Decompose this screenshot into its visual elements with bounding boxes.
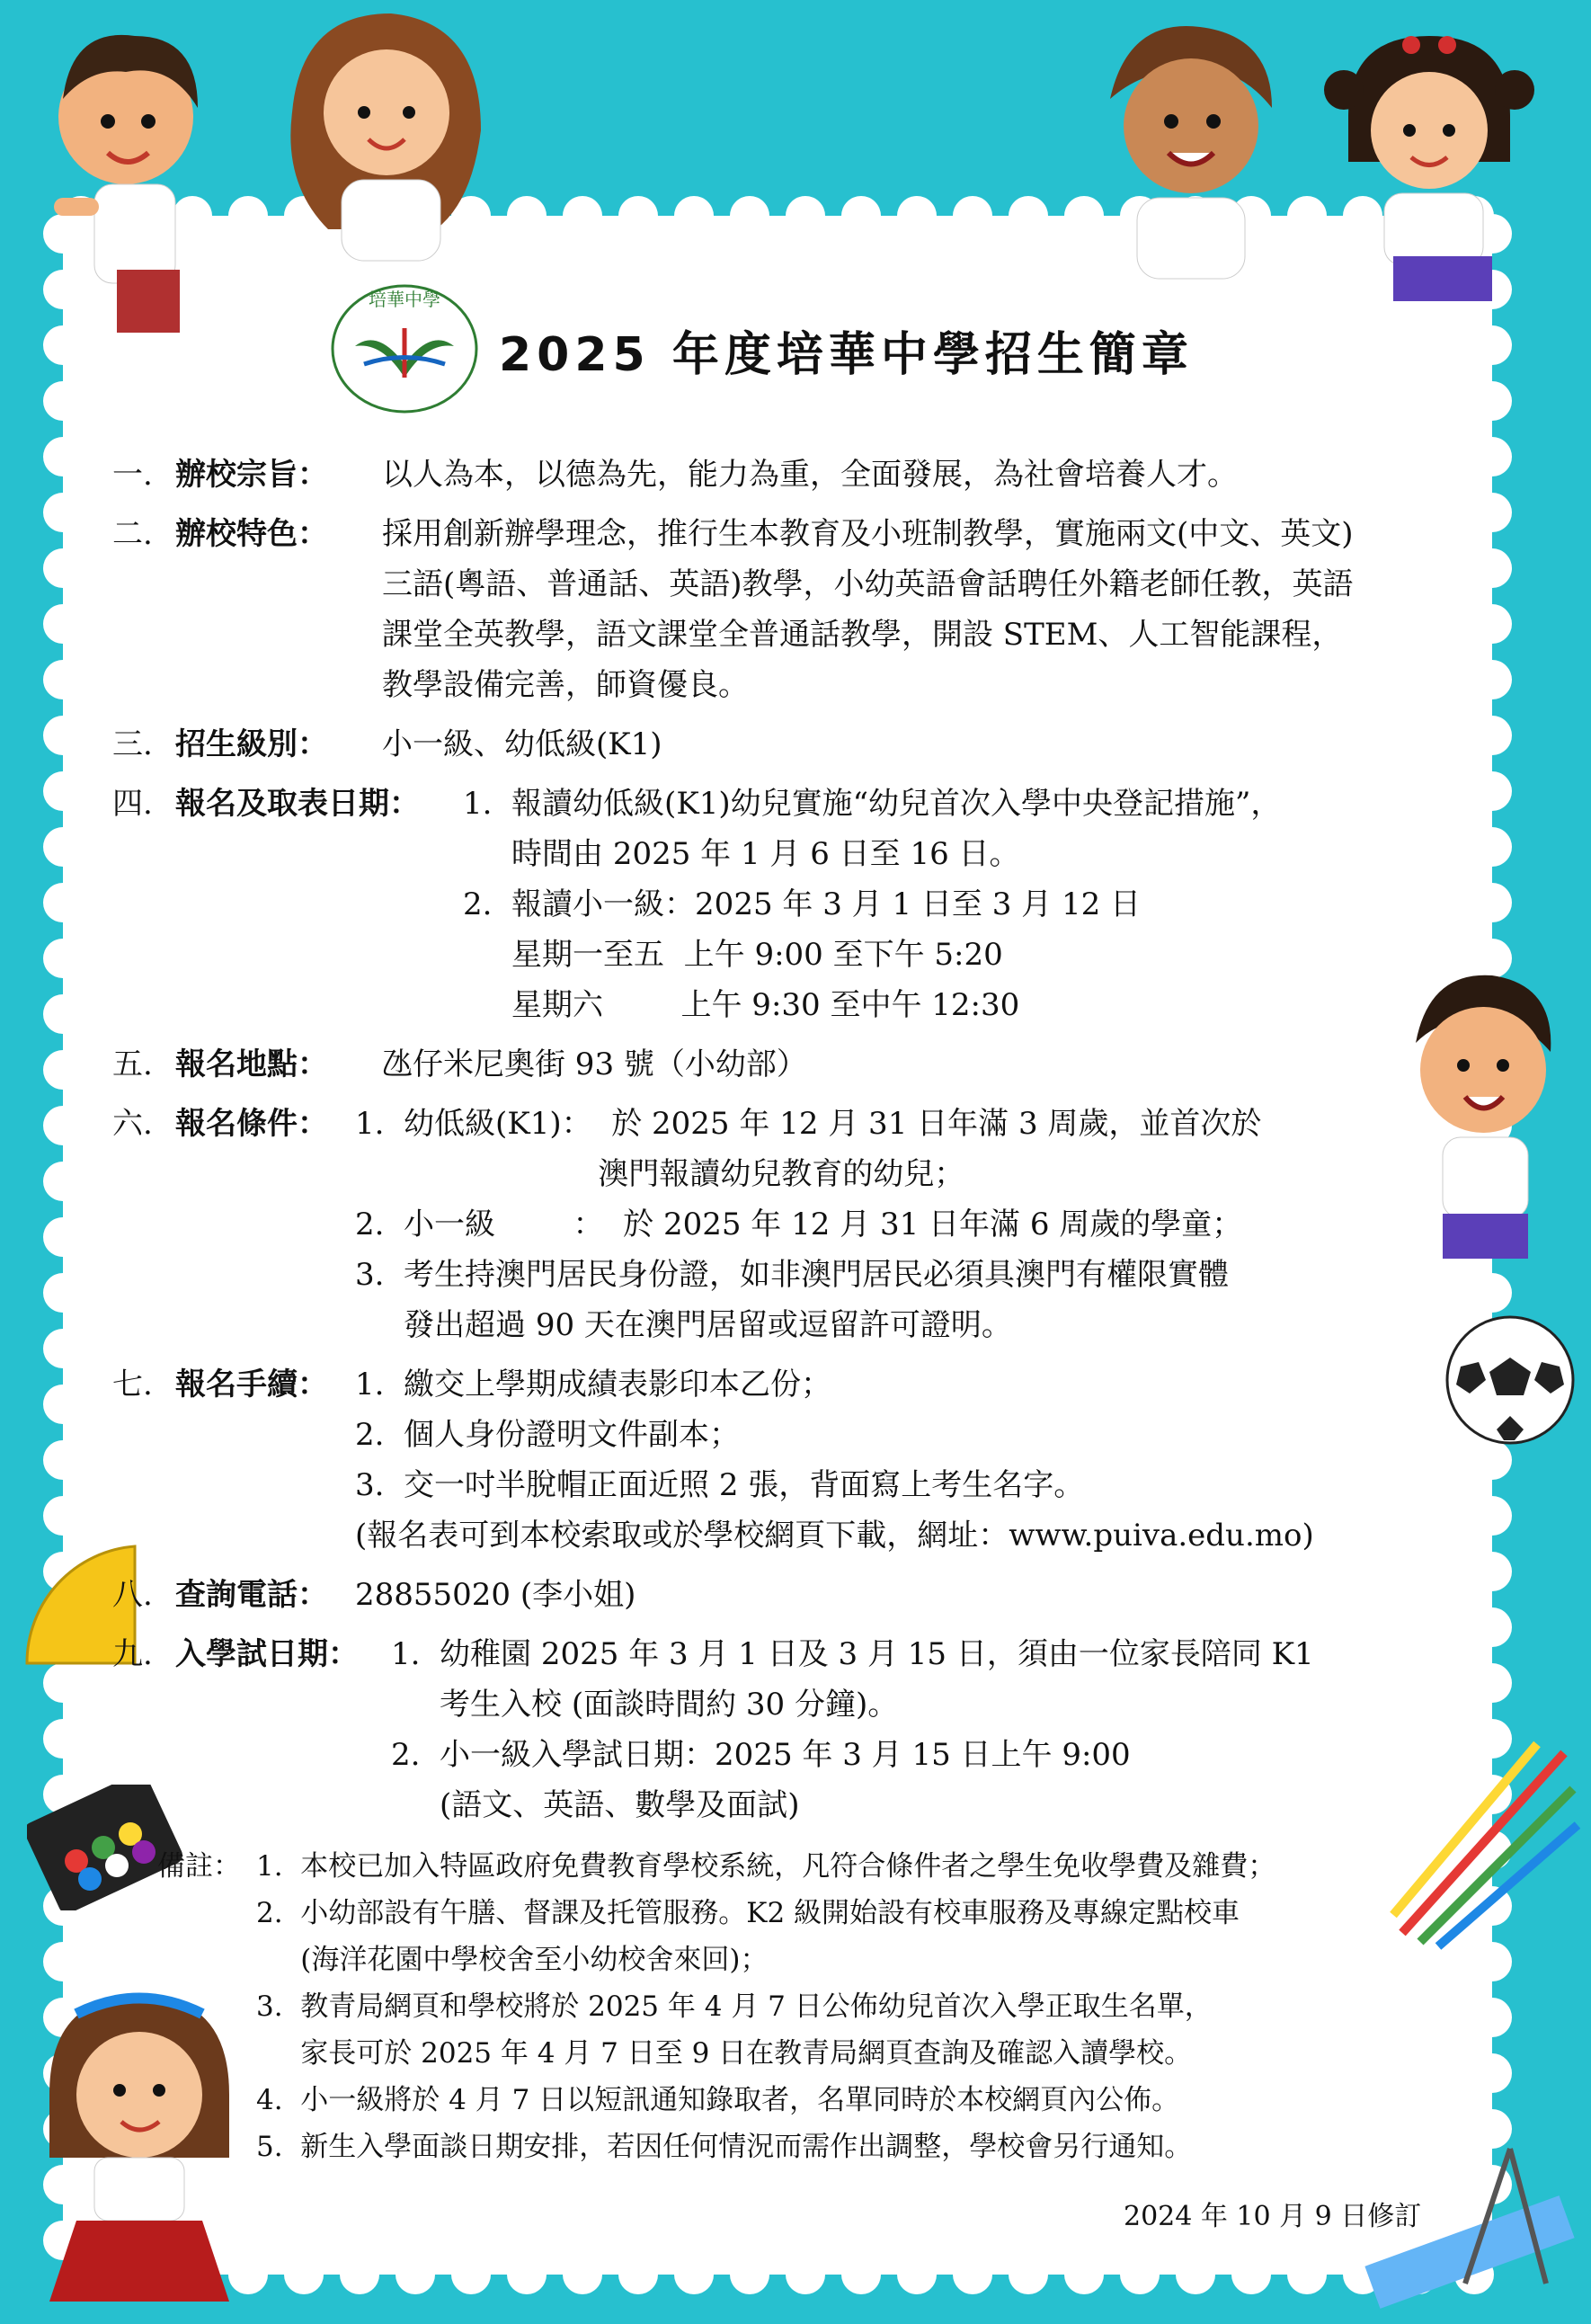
section-3 (112, 719, 1479, 770)
scallop-bump (43, 1162, 83, 1201)
section-line: 3. 考生持澳門居民身份證，如非澳門居民必須具澳門有權限實體 (355, 1257, 1230, 1293)
section-separator: ： (298, 1367, 328, 1402)
scallop-bump (1287, 2255, 1327, 2294)
boy-cartoon-top-right-decoration (1074, 18, 1299, 288)
scallop-bump (841, 196, 881, 236)
scallop-bump (43, 883, 83, 922)
girl-cartoon-top-right-decoration (1294, 18, 1564, 306)
section-body (382, 1039, 1479, 1090)
note-line: 2. 小幼部設有午膳、督課及托管服務。K2 級開始設有校車服務及專線定點校車 (256, 1897, 1240, 1929)
section-line: 發出超過 90 天在澳門居留或逗留許可證明。 (355, 1307, 1012, 1343)
section-line: 星期六 上午 9:30 至中午 12:30 (463, 987, 1020, 1023)
section-heading (175, 450, 328, 500)
section-heading-text: 報名及取表日期 (175, 786, 389, 822)
section-line: 小一級、幼低級(K1) (382, 726, 662, 762)
section-number: 八. (112, 1577, 153, 1613)
scallop-bump (43, 1050, 83, 1090)
scallop-bump (507, 196, 547, 236)
scallop-bump (43, 771, 83, 811)
scallop-bump (897, 196, 937, 236)
section-body (382, 719, 1479, 770)
scallop-bump (618, 196, 658, 236)
scallop-bump (451, 2255, 491, 2294)
scallop-bump (43, 939, 83, 978)
scallop-bump (563, 2255, 602, 2294)
section-body (382, 450, 1479, 500)
section-9 (112, 1629, 1479, 1830)
section-separator: ： (298, 1106, 328, 1142)
section-heading-text: 入學試日期 (175, 1636, 328, 1672)
section-body (382, 509, 1479, 710)
section-line: 氹仔米尼奧街 93 號（小幼部） (382, 1046, 807, 1082)
scallop-bump (43, 1273, 83, 1313)
section-line: 3. 交一吋半脫帽正面近照 2 張，背面寫上考生名字。 (355, 1467, 1085, 1503)
section-line: 2. 小一級入學試日期：2025 年 3 月 15 日上午 9:00 (391, 1737, 1131, 1773)
section-heading-text: 辦校特色 (175, 516, 298, 552)
section-line: 以人為本，以德為先，能力為重，全面發展，為社會培養人才。 (382, 457, 1238, 493)
section-number: 三. (112, 726, 153, 762)
section-line: 課堂全英教學，語文課堂全普通話教學，開設 STEM、人工智能課程， (382, 617, 1343, 653)
notes-body (256, 1843, 1479, 2170)
section-line: 時間由 2025 年 1 月 6 日至 16 日。 (463, 836, 1020, 872)
brochure-content (112, 450, 1479, 2179)
section-separator: ： (298, 1577, 328, 1613)
section-heading (175, 719, 328, 770)
section-number: 六. (112, 1106, 153, 1142)
section-body (355, 1570, 1479, 1620)
section-line: 2. 報讀小一級：2025 年 3 月 1 日至 3 月 12 日 (463, 886, 1142, 922)
scallop-bump (284, 2255, 324, 2294)
section-5 (112, 1039, 1479, 1090)
notes-heading: 備註： (157, 1850, 241, 1883)
note-line: 1. 本校已加入特區政府免費教育學校系統，凡符合條件者之學生免收學費及雜費； (256, 1850, 1276, 1883)
scallop-bump (43, 381, 83, 421)
scallop-bump (43, 1719, 83, 1759)
note-line: 家長可於 2025 年 4 月 7 日至 9 日在教青局網頁查詢及確認入讀學校。 (256, 2037, 1193, 2070)
section-body (391, 1629, 1479, 1830)
section-line: 1. 幼低級(K1)： 於 2025 年 12 月 31 日年滿 3 周歲，並首次於 (355, 1106, 1262, 1142)
section-line: 1. 繳交上學期成績表影印本乙份； (355, 1367, 832, 1402)
scallop-bump (786, 196, 825, 236)
scallop-bump (1009, 196, 1048, 236)
section-1 (112, 450, 1479, 500)
section-separator: ： (389, 786, 420, 822)
section-heading-text: 查詢電話 (175, 1577, 298, 1613)
school-logo (328, 279, 481, 414)
section-line: 教學設備完善，師資優良。 (382, 667, 749, 703)
scallop-bump (43, 827, 83, 867)
revision-date: 2024 年 10 月 9 日修訂 (1124, 2201, 1422, 2232)
section-heading (175, 1039, 328, 1090)
scallop-bump (43, 604, 83, 644)
section-line: 星期一至五 上午 9:00 至下午 5:20 (463, 937, 1003, 973)
section-line: 1. 報讀幼低級(K1)幼兒實施“幼兒首次入學中央登記措施”， (463, 786, 1282, 822)
scallop-bump (43, 994, 83, 1034)
section-number: 五. (112, 1046, 153, 1082)
section-separator: ： (298, 726, 328, 762)
scallop-bump (43, 548, 83, 588)
scallop-bump (674, 196, 714, 236)
scallop-bump (674, 2255, 714, 2294)
note-line: 5. 新生入學面談日期安排，若因任何情況而需作出調整，學校會另行通知。 (256, 2131, 1193, 2163)
scallop-bump (43, 1942, 83, 1981)
page-title: 2025 年度培華中學招生簡章 (499, 328, 1194, 382)
scallop-bump (1176, 2255, 1215, 2294)
section-number: 二. (112, 516, 153, 552)
section-heading (175, 779, 420, 829)
section-line: (報名表可到本校索取或於學校網頁下載，網址：www.puiva.edu.mo) (355, 1518, 1314, 1554)
scallop-bump (43, 1385, 83, 1424)
scallop-bump (897, 2255, 937, 2294)
section-2 (112, 509, 1479, 710)
section-line: 採用創新辦學理念，推行生本教育及小班制教學，實施兩文(中文、英文) (382, 516, 1354, 552)
section-line: 2. 小一級 ： 於 2025 年 12 月 31 日年滿 6 周歲的學童； (355, 1207, 1243, 1242)
section-number: 四. (112, 786, 153, 822)
scallop-bump (841, 2255, 881, 2294)
scallop-bump (396, 2255, 435, 2294)
section-heading (175, 1099, 328, 1149)
scallop-bump (43, 1440, 83, 1480)
section-separator: ： (298, 1046, 328, 1082)
scallop-bump (43, 660, 83, 699)
boy-cartoon-left-decoration (18, 9, 243, 387)
scallop-bump (1064, 2255, 1104, 2294)
scallop-bump (43, 716, 83, 755)
scallop-bump (563, 196, 602, 236)
note-line: (海洋花園中學校舍至小幼校舍來回)； (256, 1944, 769, 1976)
note-line: 3. 教青局網頁和學校將於 2025 年 4 月 7 日公佈幼兒首次入學正取生名單， (256, 1990, 1213, 2023)
section-line: 28855020 (李小姐) (355, 1577, 636, 1613)
section-heading-text: 招生級別 (175, 726, 298, 762)
scallop-bump (507, 2255, 547, 2294)
section-heading-text: 報名手續 (175, 1367, 298, 1402)
section-separator: ： (298, 516, 328, 552)
scallop-bump (953, 196, 992, 236)
notes-section (112, 1843, 1479, 2170)
scallop-bump (340, 2255, 379, 2294)
scallop-bump (43, 493, 83, 532)
section-6 (112, 1099, 1479, 1350)
scallop-bump (786, 2255, 825, 2294)
section-heading (175, 1359, 328, 1410)
section-heading-text: 報名地點 (175, 1046, 298, 1082)
section-body (355, 1359, 1479, 1561)
section-heading (175, 1629, 359, 1679)
girl-cartoon-top-decoration (256, 4, 508, 274)
scallop-bump (730, 196, 769, 236)
scallop-bump (43, 1329, 83, 1368)
header (328, 270, 1587, 396)
section-heading (175, 509, 328, 559)
section-line: 1. 幼稚園 2025 年 3 月 1 日及 3 月 15 日，須由一位家長陪同 K1 (391, 1636, 1314, 1672)
note-line: 4. 小一級將於 4 月 7 日以短訊通知錄取者，名單同時於本校網頁內公佈。 (256, 2084, 1180, 2116)
scallop-bump (730, 2255, 769, 2294)
scallop-bump (618, 2255, 658, 2294)
section-7 (112, 1359, 1479, 1561)
section-number: 一. (112, 457, 153, 493)
section-heading-text: 報名條件 (175, 1106, 298, 1142)
svg-text:培華中學: 培華中學 (369, 289, 440, 310)
section-line: (語文、英語、數學及面試) (391, 1787, 800, 1823)
scallop-bump (1120, 2255, 1160, 2294)
section-number: 七. (112, 1367, 153, 1402)
section-line: 三語(粵語、普通話、英語)教學，小幼英語會話聘任外籍老師任教，英語 (382, 566, 1354, 602)
section-line: 2. 個人身份證明文件副本； (355, 1417, 741, 1453)
section-body (463, 779, 1479, 1030)
scallop-bump (43, 437, 83, 476)
section-8 (112, 1570, 1479, 1620)
section-separator: ： (298, 457, 328, 493)
section-heading-text: 辦校宗旨 (175, 457, 298, 493)
section-body (355, 1099, 1479, 1350)
section-line: 澳門報讀幼兒教育的幼兒； (355, 1156, 965, 1192)
section-number: 九. (112, 1636, 153, 1672)
section-heading (175, 1570, 328, 1620)
section-separator: ： (328, 1636, 359, 1672)
scallop-bump (1009, 2255, 1048, 2294)
section-4 (112, 779, 1479, 1030)
scallop-bump (43, 1217, 83, 1257)
section-line: 考生入校 (面談時間約 30 分鐘)。 (391, 1687, 899, 1723)
scallop-bump (953, 2255, 992, 2294)
scallop-bump (43, 1106, 83, 1145)
scallop-bump (1231, 2255, 1271, 2294)
